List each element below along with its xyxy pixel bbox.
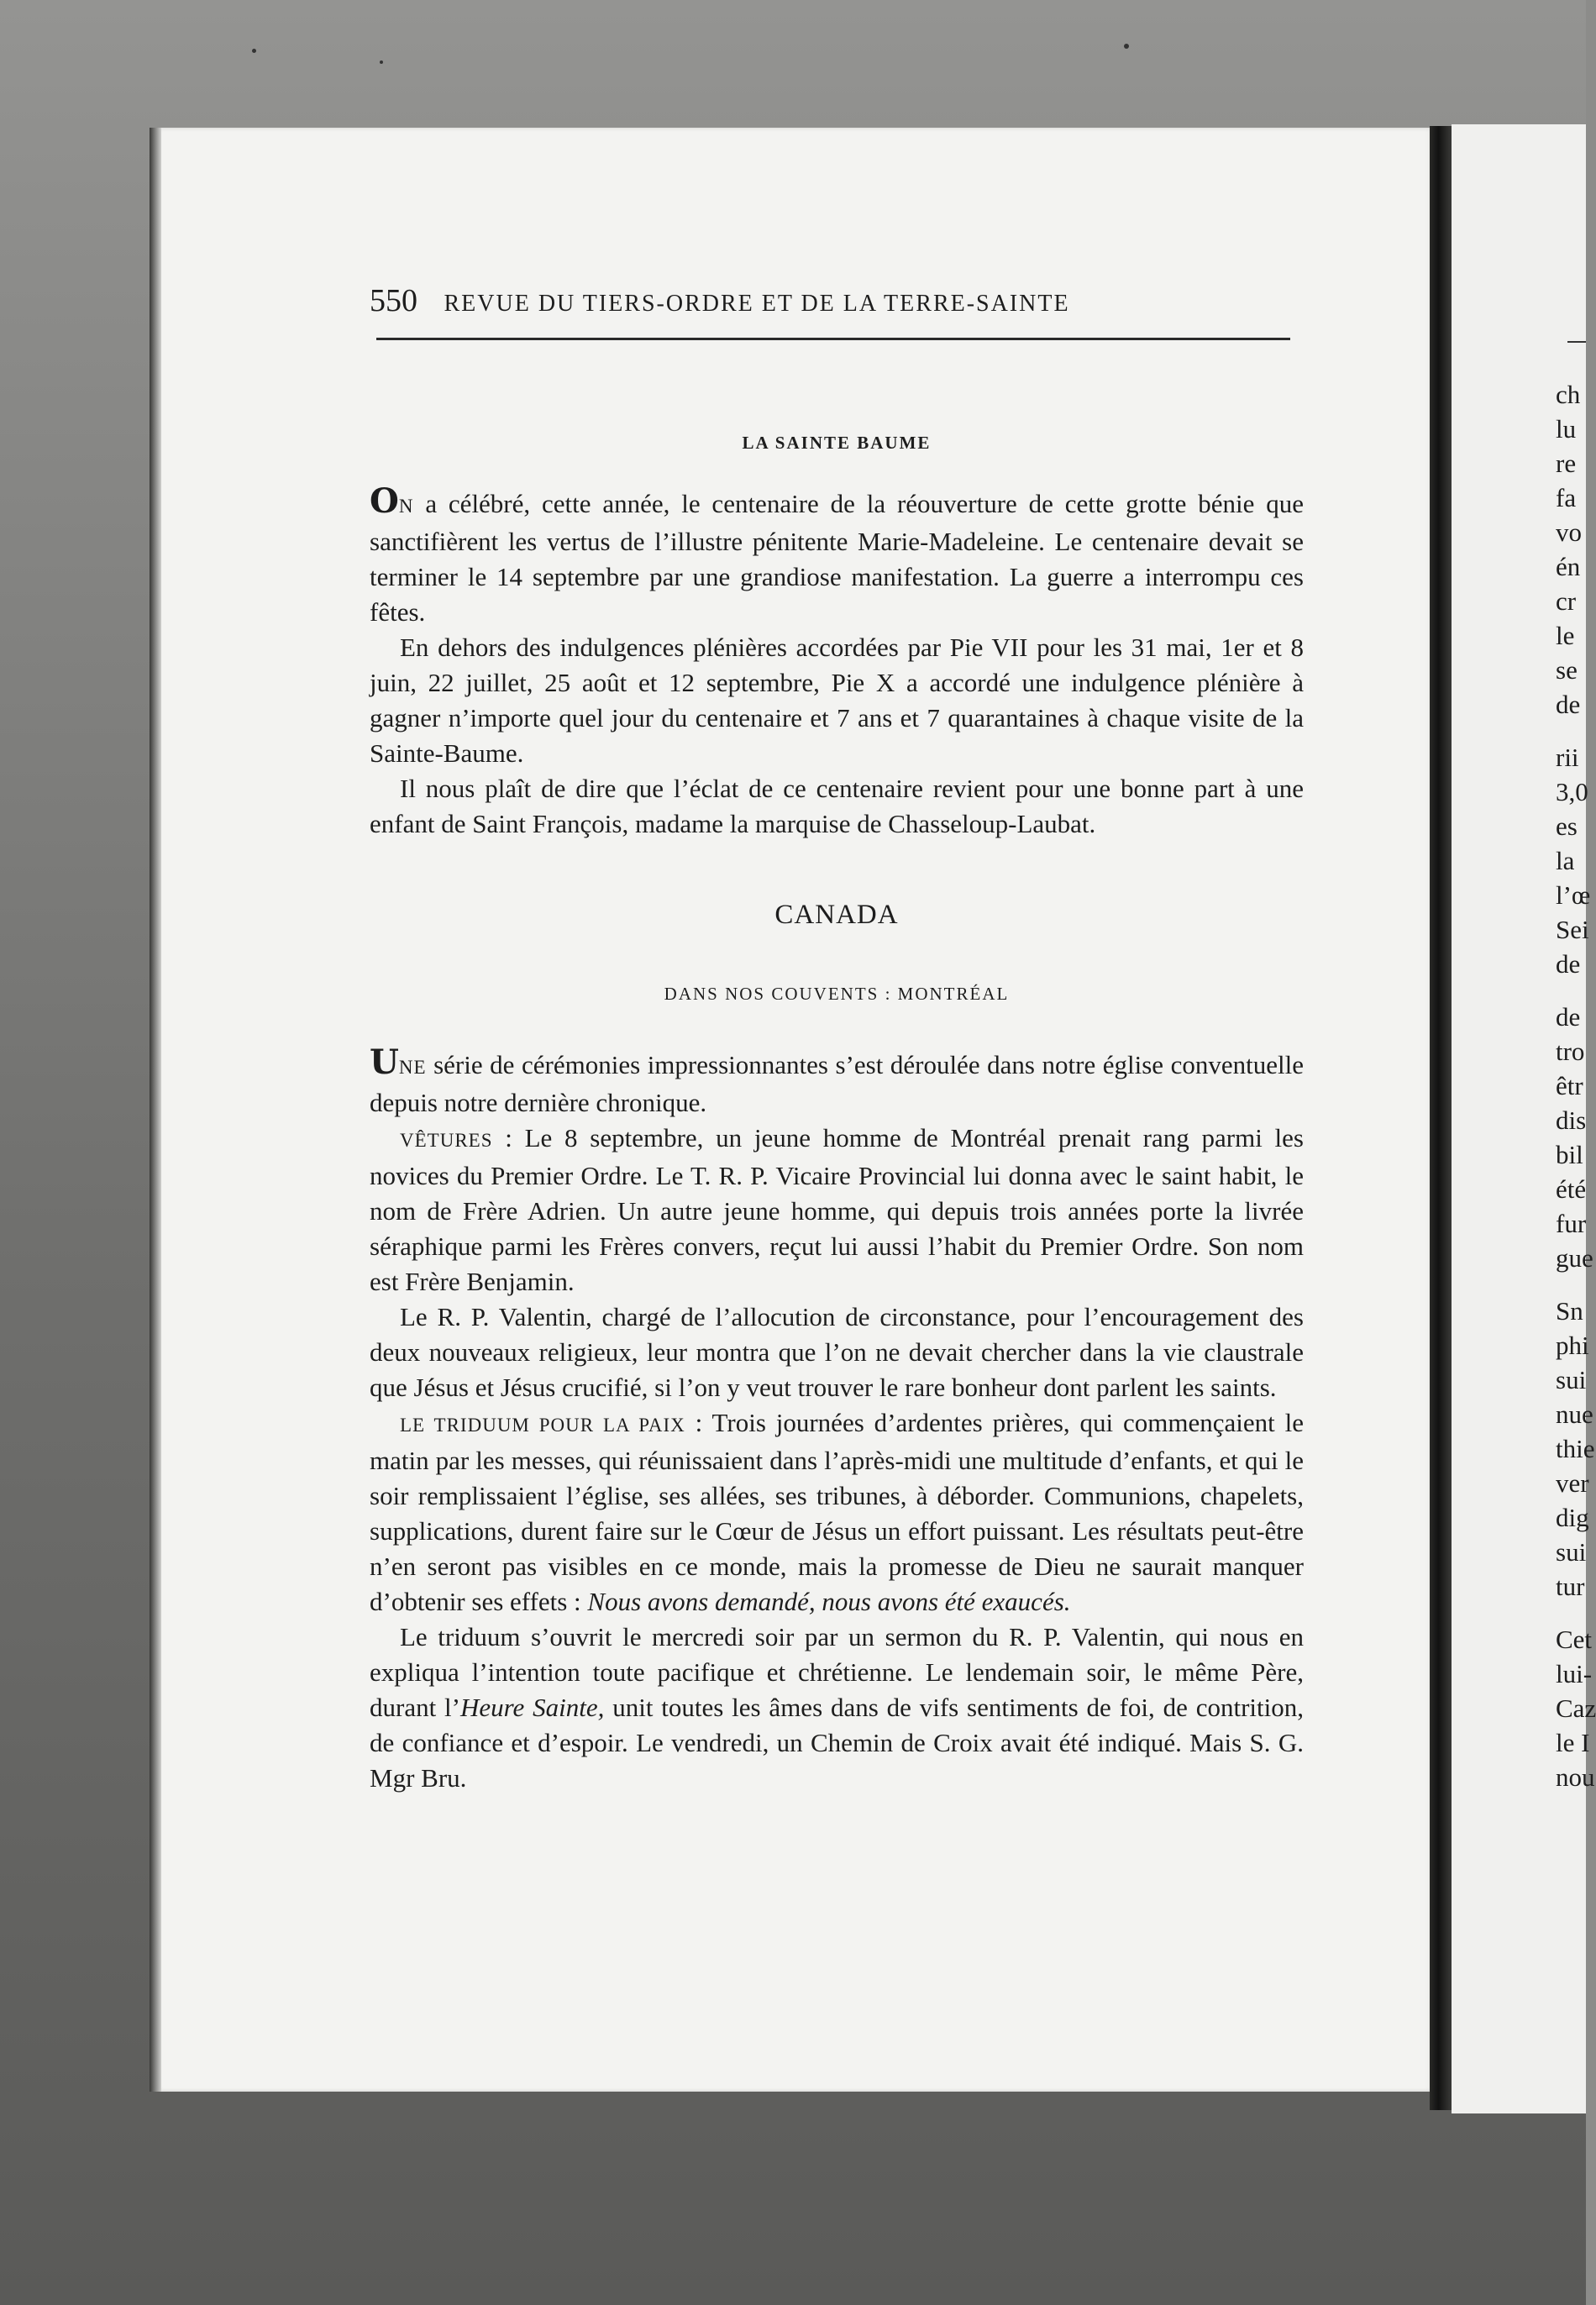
facing-page-line: vo: [1556, 517, 1582, 547]
italic-text: Heure Sainte,: [459, 1693, 605, 1722]
book-gutter: [1430, 126, 1452, 2110]
facing-page-line: rii: [1556, 743, 1579, 772]
facing-page-line: én: [1556, 552, 1581, 581]
facing-page-line: Sei: [1556, 915, 1589, 944]
section-sainte-baume: [370, 425, 1304, 460]
section-heading: LA SAINTE BAUME: [742, 433, 932, 453]
facing-page-line: phi: [1556, 1331, 1589, 1360]
paragraph-text: : Le 8 septembre, un jeune homme de Montréal prenait rang parmi les novices du Premier Ordre. Le T. R. P. Vicaire Provincial lui donna avec le saint habit, le nom de Frère Adrien. Un autre jeune homme, qui depuis trois années porte la livrée séraphique parmi les Frères convers, reçut lui aussi l’habit du Premier Ordre. Son nom est Frère Benjamin.: [370, 1123, 1304, 1296]
page-edge-shadow: [150, 128, 161, 2092]
page-header: [370, 282, 1210, 324]
paragraph: [370, 1042, 1304, 1121]
section-canada-heading: [370, 897, 1304, 932]
facing-page-line: thie: [1556, 1434, 1595, 1463]
facing-page-line: es: [1556, 811, 1578, 841]
running-head: REVUE DU TIERS-ORDRE ET DE LA TERRE-SAINTE: [444, 291, 1070, 317]
paragraph-label: VÊTURES: [400, 1130, 493, 1151]
small-caps: N: [398, 496, 414, 517]
header-rule: [376, 338, 1290, 340]
facing-page-line: sui: [1556, 1365, 1587, 1394]
section-subheading: DANS NOS COUVENTS : MONTRÉAL: [664, 984, 1010, 1004]
drop-cap: O: [370, 481, 399, 521]
facing-page-line: êtr: [1556, 1071, 1583, 1100]
facing-page-line: le: [1556, 621, 1575, 650]
facing-page-line: été: [1556, 1174, 1587, 1204]
facing-page-line: lu: [1556, 414, 1577, 444]
paragraph-text: a célébré, cette année, le centenaire de la réouverture de cette grotte bénie que sanctifièrent les vertus de l’illustre pénitente Marie-Madeleine. Le centenaire devait se terminer le 14 septembre par une grandiose manifestation. La guerre a interrompu ces fêtes.: [370, 489, 1304, 627]
dust-speck: [252, 49, 256, 53]
facing-page-line: dis: [1556, 1105, 1587, 1135]
section-canada-subheading: [370, 976, 1304, 1011]
facing-page-line: le I: [1556, 1728, 1590, 1757]
paragraph-text: Le triduum s’ouvrit le mercredi soir par un sermon du R. P. Valentin, qui nous en expliqua l’intention toute pacifique et chrétienne. Le lendemain soir, le même Père, durant l’: [370, 1622, 1304, 1722]
paragraph-label: LE TRIDUUM POUR LA PAIX: [400, 1415, 685, 1436]
paragraph-text: unit toutes les âmes dans de vifs sentiments de foi, de contrition, de confiance et d’espoir. Le vendredi, un Chemin de Croix avait été indiqué. Mais S. G. Mgr Bru.: [370, 1693, 1304, 1793]
facing-page-line: re: [1556, 449, 1577, 478]
facing-page-line: sui: [1556, 1537, 1587, 1567]
facing-page-line: Caz: [1556, 1693, 1596, 1723]
facing-page-line: ch: [1556, 380, 1581, 409]
page-number: 550: [370, 283, 417, 318]
facing-page-line: Cet: [1556, 1625, 1593, 1654]
dust-speck: [380, 60, 383, 64]
facing-page-line: fa: [1556, 483, 1577, 512]
facing-page-line: nue: [1556, 1399, 1593, 1429]
paragraph-text: : Trois journées d’ardentes prières, qui commençaient le matin par les messes, qui réunissaient dans l’après-midi une multitude d’enfants, et qui le soir remplissaient l’église, ses allées, ses tribunes, à déborder. Communions, chapelets, supplications, durent faire sur le Cœur de Jésus un effort puissant. Les résultats peut-être n’en seront pas visibles en ce monde, mais la promesse de Dieu ne saurait manquer d’obtenir ses effets :: [370, 1408, 1304, 1616]
facing-page-line: bil: [1556, 1140, 1583, 1169]
facing-page-line: ver: [1556, 1468, 1589, 1498]
section-heading: CANADA: [774, 900, 899, 930]
facing-page-line: lui-: [1556, 1659, 1593, 1688]
paragraph: En dehors des indulgences plénières accordées par Pie VII pour les 31 mai, 1er et 8 juin, 22 juillet, 25 août et 12 septembre, Pie X a accordé une indulgence plénière à gagner n’importe quel jour du centenaire et 7 ans et 7 quarantaines à chaque visite de la Sainte-Baume.: [370, 633, 1304, 768]
facing-page-line: tur: [1556, 1572, 1585, 1601]
facing-page-line: gue: [1556, 1243, 1593, 1273]
facing-page-line: de: [1556, 949, 1581, 979]
facing-page-line: de: [1556, 690, 1581, 719]
facing-page-line: nou: [1556, 1762, 1595, 1792]
facing-page-line: se: [1556, 655, 1578, 685]
facing-page-line: dig: [1556, 1503, 1589, 1532]
facing-page-line: Sn: [1556, 1296, 1583, 1326]
facing-page-line: cr: [1556, 586, 1577, 616]
italic-quote: Nous avons demandé, nous avons été exaucés.: [587, 1587, 1071, 1616]
facing-page-line: la: [1556, 846, 1575, 875]
section-sainte-baume-body: [370, 481, 1304, 842]
drop-cap: U: [370, 1042, 399, 1082]
dust-speck: [1124, 44, 1129, 49]
facing-page-line: 3,0: [1556, 777, 1588, 806]
facing-page-line: de: [1556, 1002, 1581, 1032]
facing-page-line: fur: [1556, 1209, 1587, 1238]
paragraph: Le R. P. Valentin, chargé de l’allocution de circonstance, pour l’encouragement des deux nouveaux religieux, leur montra que l’on ne devait chercher dans la vie claustrale que Jésus et Jésus crucifié, si l’on y veut trouver le rare bonheur dont parlent les saints.: [370, 1302, 1304, 1402]
paragraph: [370, 1620, 1304, 1796]
section-canada-body: [370, 1042, 1304, 1796]
paragraph-text: série de cérémonies impressionnantes s’est déroulée dans notre église conventuelle depuis notre dernière chronique.: [370, 1050, 1304, 1117]
facing-page-rule: [1567, 341, 1586, 343]
small-caps: NE: [398, 1057, 427, 1078]
paragraph: [370, 1405, 1304, 1620]
paragraph: Il nous plaît de dire que l’éclat de ce centenaire revient pour une bonne part à une enfant de Saint François, madame la marquise de Chasseloup-Laubat.: [370, 774, 1304, 838]
paragraph: [370, 1121, 1304, 1300]
facing-page-line: l’œ: [1556, 880, 1591, 910]
facing-page-line: tro: [1556, 1037, 1585, 1066]
paragraph: [370, 481, 1304, 630]
